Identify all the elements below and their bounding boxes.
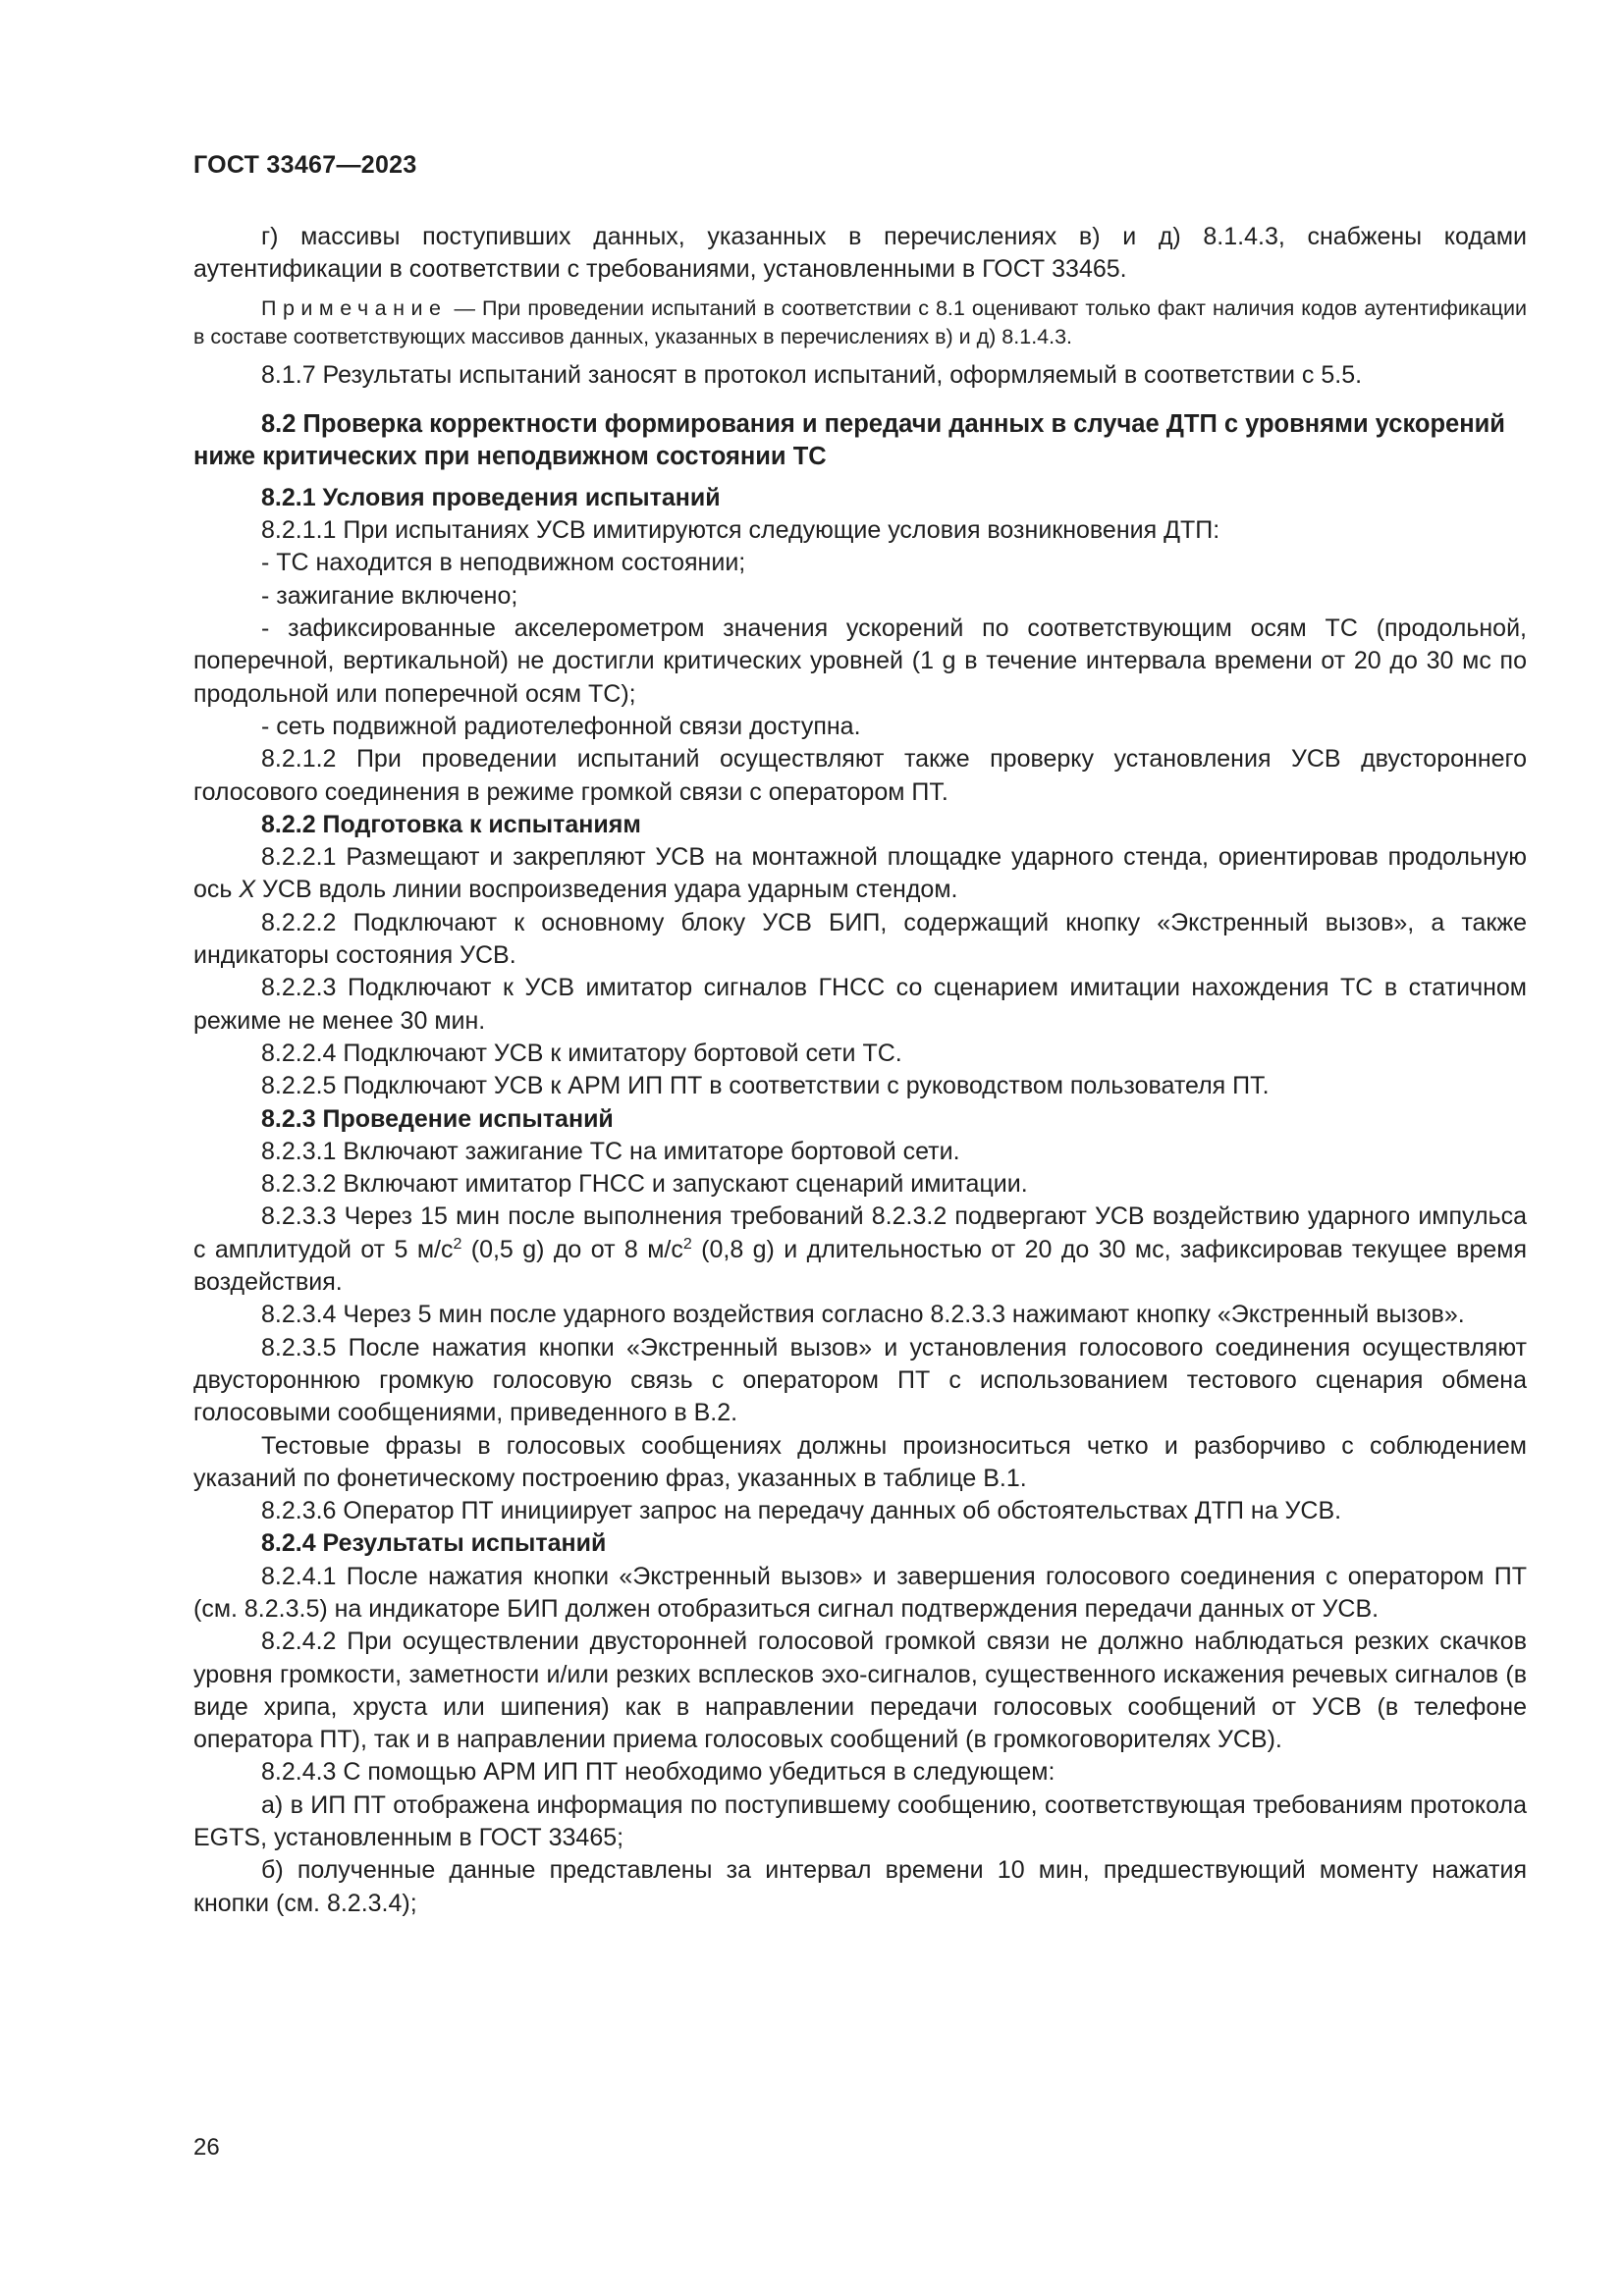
document-header: ГОСТ 33467—2023 bbox=[193, 151, 417, 179]
paragraph-8-2-2-3: 8.2.2.3 Подключают к УСВ имитатор сигналов ГНСС со сценарием имитации нахождения ТС в статичном режиме не менее 30 мин. bbox=[193, 974, 1527, 1035]
paragraph-8-2-3-4: 8.2.3.4 Через 5 мин после ударного воздействия согласно 8.2.3.3 нажимают кнопку «Экстренный вызов». bbox=[261, 1301, 1465, 1329]
paragraph-8-2-2-4: 8.2.2.4 Подключают УСВ к имитатору бортовой сети ТС. bbox=[261, 1039, 902, 1067]
paragraph-8-2-3-3 bbox=[193, 1201, 1527, 1299]
note-text: — При проведении испытаний в соответствии с 8.1 оценивают только факт наличия кодов аутентификации в составе соответствующих массивов данных, указанных в перечислениях в) и д) 8.1.4.3. bbox=[193, 295, 1527, 348]
superscript: 2 bbox=[682, 1235, 692, 1253]
note bbox=[193, 294, 1527, 351]
paragraph-8-2-3-6: 8.2.3.6 Оператор ПТ инициирует запрос на передачу данных об обстоятельствах ДТП на УСВ. bbox=[261, 1497, 1342, 1525]
paragraph-8-2-1-2: 8.2.1.2 При проведении испытаний осуществляют также проверку установления УСВ двустороннего голосового соединения в режиме громкой связи с оператором ПТ. bbox=[193, 745, 1527, 806]
axis-letter: X bbox=[239, 876, 256, 904]
list-item: - сеть подвижной радиотелефонной связи доступна. bbox=[261, 712, 861, 740]
list-item: - ТС находится в неподвижном состоянии; bbox=[261, 549, 746, 577]
subheading-8-2-2: 8.2.2 Подготовка к испытаниям bbox=[261, 810, 641, 838]
list-item: - зафиксированные акселерометром значения ускорений по соответствующим осям ТС (продольной, поперечной, вертикальной) не достигли критических уровней (1 g в течение интервала времени от 20 до 30 мс по продольной или поперечной осям ТС); bbox=[193, 614, 1527, 708]
paragraph-8-2-4-2: 8.2.4.2 При осуществлении двусторонней голосовой громкой связи не должно наблюдаться резких скачков уровня громкости, заметности и/или резких всплесков эхо-сигналов, существенного искажения речевых сигналов (в виде хрипа, хруста или шипения) как в направлении передачи голосовых сообщений от УСВ (в телефоне оператора ПТ), так и в направлении приема голосовых сообщений (в громкоговорителях УСВ). bbox=[193, 1628, 1527, 1754]
paragraph-8-2-2-5: 8.2.2.5 Подключают УСВ к АРМ ИП ПТ в соответствии с руководством пользователя ПТ. bbox=[261, 1072, 1270, 1100]
paragraph-test-phrases: Тестовые фразы в голосовых сообщениях должны произноситься четко и разборчиво с соблюдением указаний по фонетическому построению фраз, указанных в таблице В.1. bbox=[193, 1431, 1527, 1492]
page-number: 26 bbox=[193, 2134, 220, 2161]
text-run: 8.2.2.1 Размещают и закрепляют УСВ на монтажной площадке ударного стенда, ориентировав продольную ось bbox=[193, 843, 1527, 904]
paragraph-g: г) массивы поступивших данных, указанных в перечислениях в) и д) 8.1.4.3, снабжены кодами аутентификации в соответствии с требованиями, установленными в ГОСТ 33465. bbox=[193, 223, 1527, 284]
paragraph-8-2-3-5: 8.2.3.5 После нажатия кнопки «Экстренный вызов» и установления голосового соединения осуществляют двустороннюю громкую голосовую связь с оператором ПТ с использованием тестового сценария обмена голосовыми сообщениями, приведенного в В.2. bbox=[193, 1333, 1527, 1427]
subheading-8-2-4: 8.2.4 Результаты испытаний bbox=[261, 1529, 607, 1558]
list-item-a: а) в ИП ПТ отображена информация по поступившему сообщению, соответствующая требованиям протокола EGTS, установленным в ГОСТ 33465; bbox=[193, 1790, 1527, 1852]
paragraph-8-1-7: 8.1.7 Результаты испытаний заносят в протокол испытаний, оформляемый в соответствии с 5.5. bbox=[261, 360, 1363, 389]
paragraph-8-2-4-1: 8.2.4.1 После нажатия кнопки «Экстренный вызов» и завершения голосового соединения с оператором ПТ (см. 8.2.3.5) на индикаторе БИП должен отобразиться сигнал подтверждения передачи данных от УСВ. bbox=[193, 1562, 1527, 1623]
document-body bbox=[193, 221, 1527, 1920]
list-item-b: б) полученные данные представлены за интервал времени 10 мин, предшествующий моменту нажатия кнопки (см. 8.2.3.4); bbox=[193, 1856, 1527, 1917]
list-item: - зажигание включено; bbox=[261, 581, 518, 610]
paragraph-8-2-3-2: 8.2.3.2 Включают имитатор ГНСС и запускают сценарий имитации. bbox=[261, 1170, 1028, 1199]
note-label: Примечание bbox=[261, 295, 448, 320]
subheading-8-2-3: 8.2.3 Проведение испытаний bbox=[261, 1104, 614, 1133]
text-run: УСВ вдоль линии воспроизведения удара ударным стендом. bbox=[255, 876, 958, 904]
subheading-8-2-1: 8.2.1 Условия проведения испытаний bbox=[261, 483, 721, 511]
text-run: (0,8 g) и длительностью от 20 до 30 мс, зафиксировав текущее время воздействия. bbox=[193, 1235, 1527, 1297]
superscript: 2 bbox=[453, 1235, 462, 1253]
paragraph-8-2-3-1: 8.2.3.1 Включают зажигание ТС на имитаторе бортовой сети. bbox=[261, 1137, 960, 1165]
paragraph-8-2-2-2: 8.2.2.2 Подключают к основному блоку УСВ БИП, содержащий кнопку «Экстренный вызов», а также индикаторы состояния УСВ. bbox=[193, 908, 1527, 970]
paragraph-8-2-1-1: 8.2.1.1 При испытаниях УСВ имитируются следующие условия возникновения ДТП: bbox=[261, 516, 1220, 545]
paragraph-8-2-4-3: 8.2.4.3 С помощью АРМ ИП ПТ необходимо убедиться в следующем: bbox=[261, 1758, 1056, 1787]
text-run: 8.2.3.3 Через 15 мин после выполнения требований 8.2.3.2 подвергают УСВ воздействию ударного импульса с амплитудой от 5 м/с bbox=[193, 1202, 1527, 1263]
paragraph-8-2-2-1 bbox=[193, 841, 1527, 907]
text-run: (0,5 g) до от 8 м/с bbox=[461, 1235, 683, 1263]
section-heading-8-2: 8.2 Проверка корректности формирования и передачи данных в случае ДТП с уровнями ускорений ниже критических при неподвижном состоянии ТС bbox=[193, 409, 1505, 471]
